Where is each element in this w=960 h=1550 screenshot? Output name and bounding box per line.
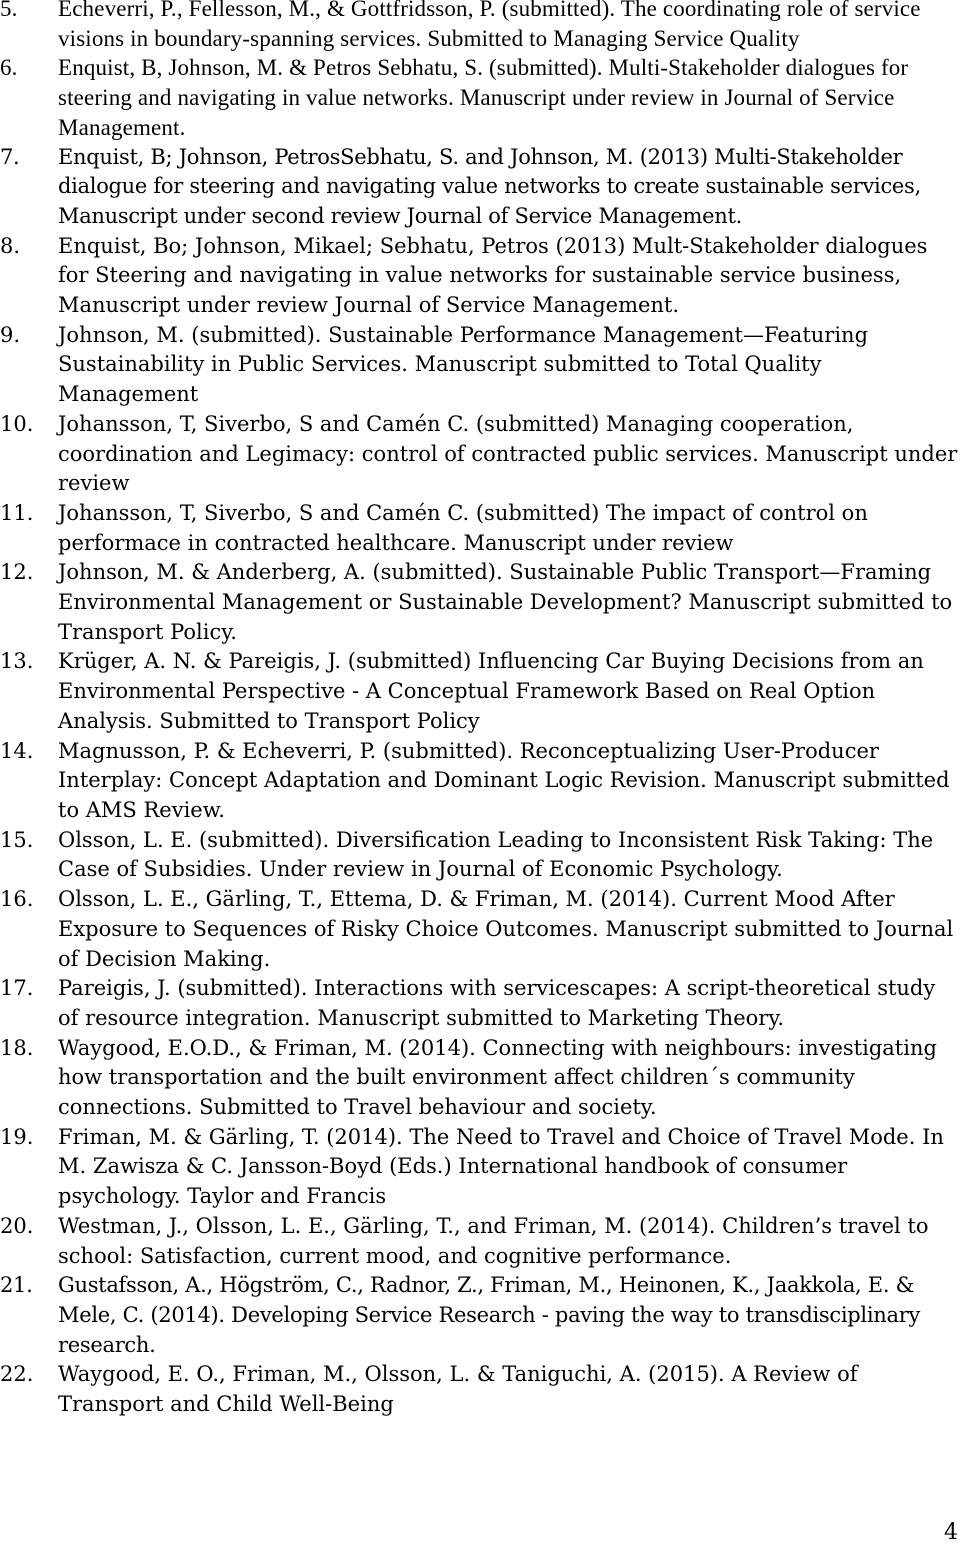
reference-number: 8. [0,233,21,258]
reference-text: Echeverri, P., Fellesson, M., & Gottfridsson, P. (submitted). The coordinating role of service visions in boundary-spanning services. Submitted to Managing Service Quality [58,0,921,51]
reference-text: Johansson, T, Siverbo, S and Camén C. (submitted) Managing cooperation, coordination and Legimacy: control of contracted public services. Manuscript under review [58,411,958,496]
reference-text: Krüger, A. N. & Pareigis, J. (submitted) Influencing Car Buying Decisions from an Environmental Perspective - A Conceptual Framework Based on Real Option Analysis. Submitted to Transport Policy [58,649,924,733]
reference-number: 11. [0,500,34,525]
reference-number: 9. [0,322,21,347]
reference-text: Westman, J., Olsson, L. E., Gärling, T., and Friman, M. (2014). Children’s travel to school: Satisfaction, current mood, and cognitive performance. [58,1213,929,1268]
reference-text: Gustafsson, A., Högström, C., Radnor, Z., Friman, M., Heinonen, K., Jaakkola, E. & Mele, C. (2014). Developing Service Research - paving the way to transdisciplinary research. [58,1273,921,1357]
reference-item-8 [0,232,960,321]
reference-text: Olsson, L. E. (submitted). Diversification Leading to Inconsistent Risk Taking: The Case of Subsidies. Under review in Journal of Economic Psychology. [58,827,934,882]
reference-number: 18. [0,1035,34,1060]
reference-text: Johnson, M. & Anderberg, A. (submitted). Sustainable Public Transport—Framing Environmental Management or Sustainable Development? Manuscript submitted to Transport Policy. [58,560,953,644]
reference-number: 14. [0,738,34,763]
reference-number: 19. [0,1124,34,1149]
reference-text: Friman, M. & Gärling, T. (2014). The Need to Travel and Choice of Travel Mode. In M. Zawisza & C. Jansson-Boyd (Eds.) International handbook of consumer psychology. Taylor and Francis [58,1124,944,1209]
reference-item-13 [0,647,960,736]
reference-item-10 [0,410,960,499]
reference-item-20 [0,1212,960,1271]
reference-text: Enquist, B; Johnson, PetrosSebhatu, S. and Johnson, M. (2013) Multi-Stakeholder dialogue for steering and navigating value networks to create sustainable services, Manuscript under second review Journal of Service Management. [58,144,921,228]
reference-item-6 [0,53,960,142]
reference-number: 21. [0,1273,33,1298]
reference-number: 5. [0,0,18,21]
reference-number: 15. [0,827,34,852]
reference-item-7 [0,143,960,232]
reference-text: Enquist, Bo; Johnson, Mikael; Sebhatu, Petros (2013) Mult-Stakeholder dialogues for Steering and navigating in value networks for sustainable service business, Manuscript under review Journal of Service Management. [58,233,928,318]
reference-text: Enquist, B, Johnson, M. & Petros Sebhatu, S. (submitted). Multi-Stakeholder dialogues for steering and navigating in value networks. Manuscript under review in Journal of Service Management. [58,55,909,140]
reference-text: Olsson, L. E., Gärling, T., Ettema, D. & Friman, M. (2014). Current Mood After Exposure to Sequences of Risky Choice Outcomes. Manuscript submitted to Journal of Decision Making. [58,887,954,971]
reference-text: Waygood, E.O.D., & Friman, M. (2014). Connecting with neighbours: investigating how transportation and the built environment affect children´s community connections. Submitted to Travel behaviour and society. [58,1035,937,1120]
reference-item-18 [0,1034,960,1123]
reference-number: 17. [0,976,34,1001]
reference-item-17 [0,974,960,1033]
reference-item-11 [0,499,960,558]
reference-item-14 [0,737,960,826]
reference-number: 12. [0,560,34,585]
reference-item-12 [0,558,960,647]
reference-number: 13. [0,649,34,674]
reference-text: Johansson, T, Siverbo, S and Camén C. (submitted) The impact of control on performace in contracted healthcare. Manuscript under review [58,500,868,555]
reference-item-9 [0,321,960,410]
reference-number: 10. [0,411,34,436]
reference-item-16 [0,885,960,974]
reference-item-5 [0,0,960,53]
reference-text: Waygood, E. O., Friman, M., Olsson, L. & Taniguchi, A. (2015). A Review of Transport and Child Well-Being [58,1362,858,1417]
reference-number: 7. [0,144,20,169]
page-number: 4 [944,1520,958,1545]
reference-number: 20. [0,1213,34,1238]
reference-item-15 [0,826,960,885]
reference-text: Magnusson, P. & Echeverri, P. (submitted). Reconceptualizing User-Producer Interplay: Concept Adaptation and Dominant Logic Revision. Manuscript submitted to AMS Review. [58,738,950,822]
reference-number: 22. [0,1362,34,1387]
reference-item-21 [0,1271,960,1360]
reference-number: 16. [0,887,34,912]
reference-number: 6. [0,55,18,81]
reference-text: Pareigis, J. (submitted). Interactions with servicescapes: A script-theoretical study of resource integration. Manuscript submitted to Marketing Theory. [58,976,936,1030]
reference-text: Johnson, M. (submitted). Sustainable Performance Management—Featuring Sustainability in Public Services. Manuscript submitted to Total Quality Management [58,322,869,407]
reference-item-22 [0,1360,960,1419]
reference-item-19 [0,1123,960,1212]
